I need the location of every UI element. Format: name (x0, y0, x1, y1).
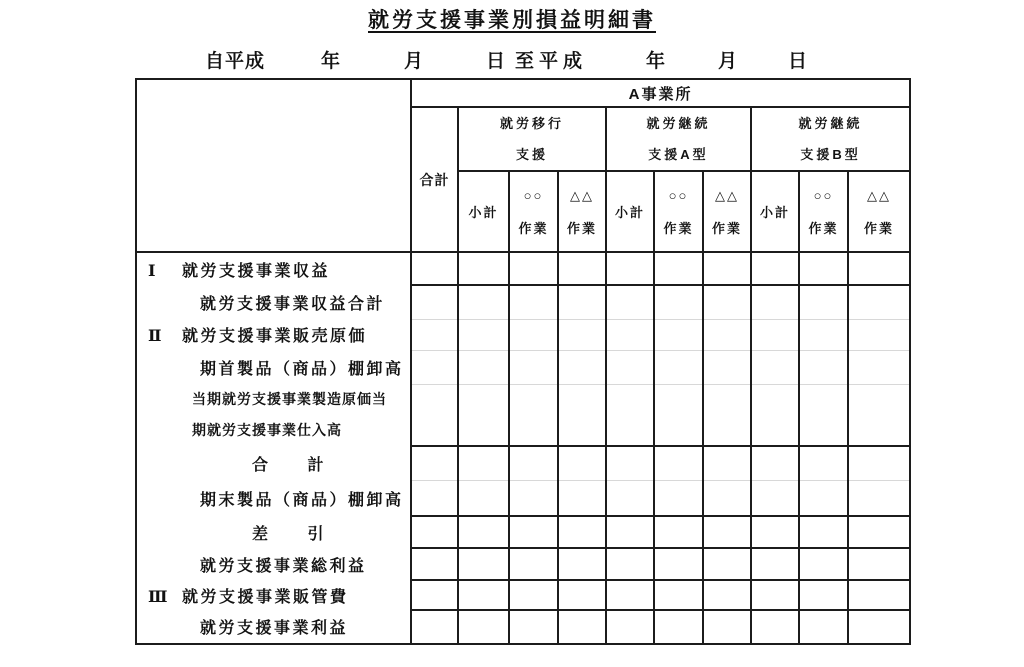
data-cell (558, 350, 606, 384)
group-header-line1: 就労継続 (646, 116, 711, 131)
section-numeral: Ⅰ (148, 260, 156, 280)
data-cell (411, 285, 458, 319)
data-cell (848, 548, 910, 580)
data-cell (411, 350, 458, 384)
row-label-text: 合 計 (252, 456, 327, 474)
group-header-line2: 支援B型 (800, 147, 861, 162)
data-cell (654, 319, 703, 350)
data-cell (703, 480, 751, 516)
data-cell (751, 516, 799, 548)
data-cell (848, 610, 910, 644)
data-cell (654, 350, 703, 384)
data-cell (509, 610, 558, 644)
row-label-text: 期首製品（商品）棚卸高 (200, 360, 404, 378)
work2-header (848, 171, 910, 252)
data-cell (606, 384, 654, 446)
data-cell (509, 384, 558, 446)
data-cell (458, 384, 509, 446)
data-cell (751, 446, 799, 480)
work1-symbol: ○○ (523, 187, 544, 203)
data-cell (703, 516, 751, 548)
data-cell (606, 480, 654, 516)
data-cell (799, 285, 848, 319)
date-to-year: 年 (646, 51, 666, 72)
work2-label: 作業 (864, 220, 895, 236)
data-cell (509, 516, 558, 548)
work1-symbol: ○○ (668, 187, 689, 203)
data-cell (751, 252, 799, 285)
work2-label: 作業 (566, 220, 597, 236)
data-cell (799, 252, 848, 285)
data-cell (411, 548, 458, 580)
date-from-year: 年 (321, 51, 341, 72)
data-cell (848, 285, 910, 319)
work1-symbol: ○○ (813, 187, 834, 203)
data-cell (606, 516, 654, 548)
data-cell (654, 516, 703, 548)
work1-label: 作業 (518, 220, 549, 236)
data-cell (703, 285, 751, 319)
row-label (136, 516, 411, 548)
data-cell (606, 548, 654, 580)
date-to-era: 至平成 (515, 51, 588, 72)
data-cell (799, 580, 848, 610)
data-cell (458, 319, 509, 350)
data-cell (751, 480, 799, 516)
row-label (136, 319, 411, 350)
data-cell (799, 480, 848, 516)
table-row (136, 516, 910, 548)
data-cell (411, 480, 458, 516)
row-label-text: 差 引 (252, 525, 327, 543)
data-cell (751, 350, 799, 384)
data-cell (654, 480, 703, 516)
data-cell (558, 446, 606, 480)
data-cell (703, 446, 751, 480)
group-header-line2: 支援 (515, 147, 548, 162)
table-row (136, 384, 910, 446)
group-header-continuation-b (751, 107, 910, 171)
work1-header (799, 171, 848, 252)
group-header-transition (458, 107, 606, 171)
data-cell (509, 285, 558, 319)
data-cell (654, 548, 703, 580)
data-cell (509, 252, 558, 285)
data-cell (411, 252, 458, 285)
row-label-text: 就労支援事業収益合計 (200, 295, 386, 313)
date-line (0, 46, 1024, 72)
row-label (136, 285, 411, 319)
data-cell (509, 319, 558, 350)
table-row (136, 319, 910, 350)
row-label-text: 就労支援事業利益 (200, 620, 349, 637)
data-cell (654, 252, 703, 285)
row-label (136, 548, 411, 580)
group-header-line1: 就労継続 (798, 116, 863, 131)
data-cell (558, 516, 606, 548)
table-row (136, 446, 910, 480)
row-label-text: 就労支援事業販売原価 (182, 328, 368, 345)
data-cell (848, 516, 910, 548)
data-cell (558, 480, 606, 516)
work1-label: 作業 (808, 220, 839, 236)
row-label-text: 就労支援事業総利益 (200, 557, 367, 575)
data-cell (799, 384, 848, 446)
row-label-text: 当期就労支援事業製造原価当期就労支援事業仕入高 (192, 391, 387, 438)
work2-label: 作業 (711, 220, 742, 236)
row-label (136, 350, 411, 384)
data-cell (458, 480, 509, 516)
data-cell (848, 446, 910, 480)
data-cell (654, 580, 703, 610)
data-cell (654, 446, 703, 480)
group-header-line2: 支援A型 (648, 147, 709, 162)
table-row (136, 610, 910, 644)
total-column-header: 合計 (411, 107, 458, 252)
data-cell (848, 384, 910, 446)
data-cell (558, 252, 606, 285)
data-cell (558, 319, 606, 350)
data-cell (411, 446, 458, 480)
data-cell (558, 285, 606, 319)
data-cell (606, 285, 654, 319)
section-numeral: Ⅱ (148, 326, 162, 345)
data-cell (606, 610, 654, 644)
data-cell (703, 319, 751, 350)
date-to-day: 日 (788, 51, 808, 72)
data-cell (799, 319, 848, 350)
data-cell (509, 548, 558, 580)
data-cell (848, 480, 910, 516)
data-cell (799, 516, 848, 548)
work1-label: 作業 (663, 220, 694, 236)
data-cell (654, 384, 703, 446)
form-title: 就労支援事業別損益明細書 (368, 9, 656, 32)
data-cell (751, 384, 799, 446)
data-cell (606, 350, 654, 384)
group-header-line1: 就労移行 (499, 116, 564, 131)
data-cell (411, 580, 458, 610)
work2-symbol: △△ (715, 187, 739, 203)
data-cell (654, 610, 703, 644)
table-row (136, 548, 910, 580)
subtotal-header: 小計 (606, 171, 654, 252)
data-cell (458, 446, 509, 480)
data-cell (799, 350, 848, 384)
row-label-text: 期末製品（商品）棚卸高 (200, 491, 404, 509)
office-header-cell: A事業所 (411, 79, 910, 107)
data-cell (458, 580, 509, 610)
data-cell (848, 252, 910, 285)
data-cell (751, 580, 799, 610)
data-cell (558, 610, 606, 644)
date-to-month: 月 (718, 51, 738, 72)
data-cell (848, 350, 910, 384)
table-row (136, 480, 910, 516)
data-cell (703, 350, 751, 384)
profit-loss-table (135, 78, 911, 645)
data-cell (411, 384, 458, 446)
row-label (136, 580, 411, 610)
data-cell (458, 252, 509, 285)
row-label (136, 480, 411, 516)
date-from-day: 日 (486, 51, 506, 72)
data-cell (509, 480, 558, 516)
subtotal-header: 小計 (458, 171, 509, 252)
data-cell (411, 319, 458, 350)
data-cell (509, 350, 558, 384)
data-cell (458, 610, 509, 644)
table-row (136, 285, 910, 319)
row-label (136, 252, 411, 285)
work2-header (703, 171, 751, 252)
subtotal-header: 小計 (751, 171, 799, 252)
data-cell (458, 285, 509, 319)
data-cell (458, 350, 509, 384)
data-cell (751, 610, 799, 644)
data-cell (799, 446, 848, 480)
table-row (136, 350, 910, 384)
data-cell (654, 285, 703, 319)
date-from-era: 自平成 (205, 51, 266, 72)
account-column-header (136, 79, 411, 252)
data-cell (751, 285, 799, 319)
table-row (136, 252, 910, 285)
group-header-continuation-a (606, 107, 751, 171)
data-cell (558, 580, 606, 610)
row-label (136, 610, 411, 644)
data-cell (848, 319, 910, 350)
work1-header (509, 171, 558, 252)
data-cell (703, 580, 751, 610)
work2-symbol: △△ (570, 187, 594, 203)
data-cell (848, 580, 910, 610)
data-cell (458, 548, 509, 580)
work2-symbol: △△ (867, 187, 892, 203)
data-cell (509, 446, 558, 480)
data-cell (606, 252, 654, 285)
row-label-text: 就労支援事業収益 (182, 262, 331, 280)
data-cell (703, 384, 751, 446)
data-cell (799, 548, 848, 580)
data-cell (703, 548, 751, 580)
data-cell (458, 516, 509, 548)
data-cell (606, 580, 654, 610)
data-cell (558, 548, 606, 580)
work1-header (654, 171, 703, 252)
date-from-month: 月 (404, 51, 424, 72)
data-cell (509, 580, 558, 610)
data-cell (751, 319, 799, 350)
table-row (136, 580, 910, 610)
work2-header (558, 171, 606, 252)
section-numeral: Ⅲ (148, 586, 168, 606)
row-label (136, 384, 411, 446)
data-cell (606, 446, 654, 480)
data-cell (799, 610, 848, 644)
data-cell (606, 319, 654, 350)
row-label (136, 446, 411, 480)
data-cell (703, 252, 751, 285)
data-cell (558, 384, 606, 446)
data-cell (751, 548, 799, 580)
data-cell (411, 516, 458, 548)
data-cell (411, 610, 458, 644)
data-cell (703, 610, 751, 644)
row-label-text: 就労支援事業販管費 (182, 588, 349, 606)
